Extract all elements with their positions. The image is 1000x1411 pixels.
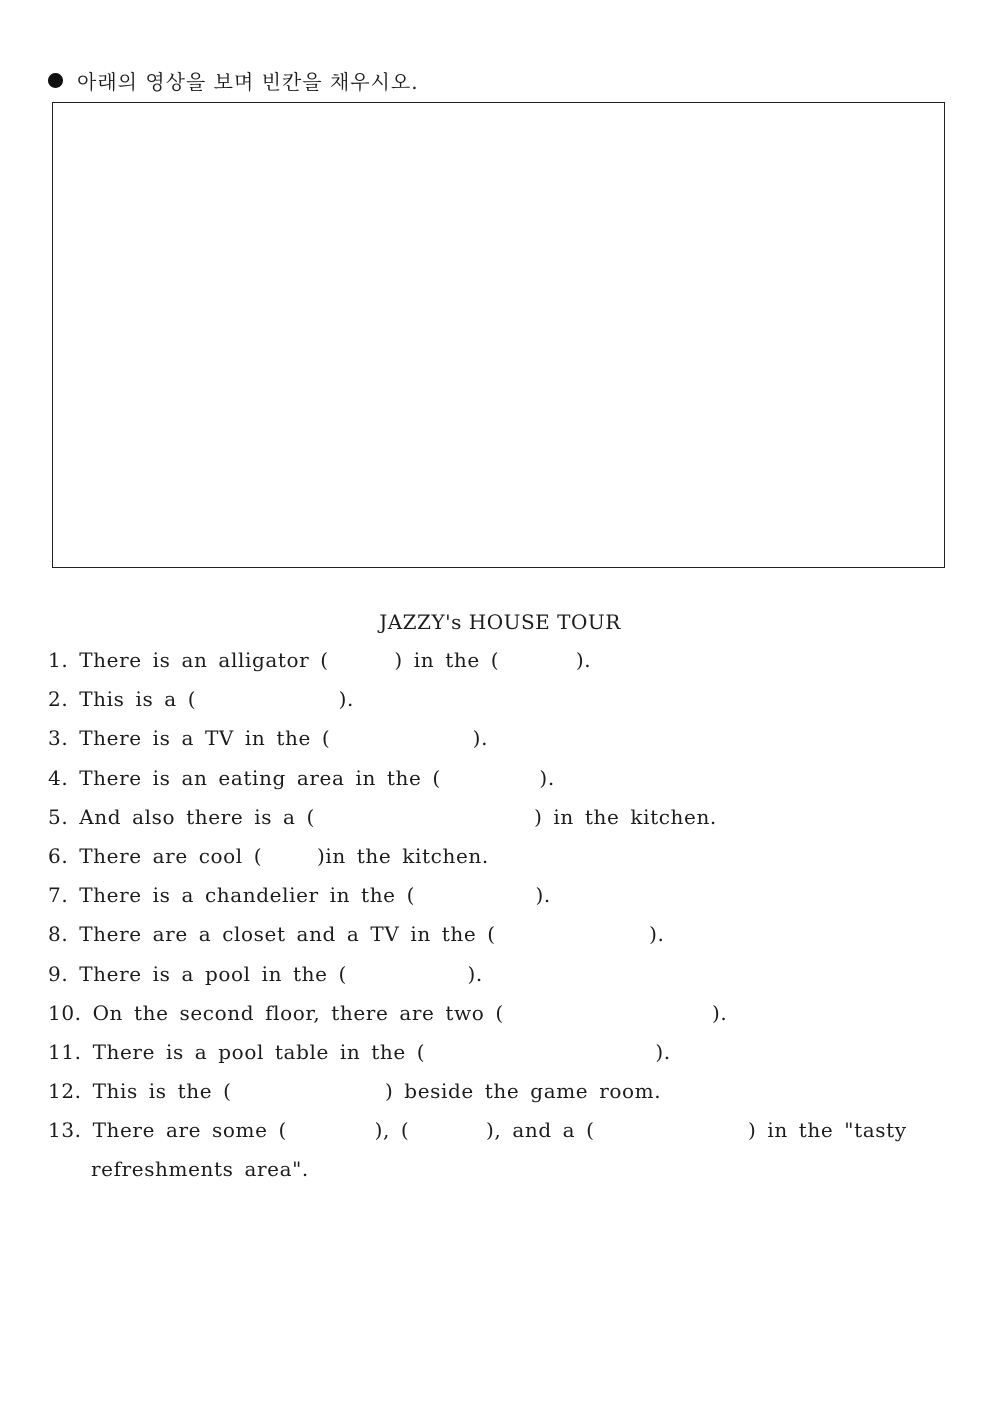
question-12: 12. This is the ( ) beside the game room. [48,1079,662,1104]
question-list [48,646,948,1195]
worksheet-title: JAZZY's HOUSE TOUR [379,610,621,634]
question-3: 3. There is a TV in the ( ). [48,726,489,751]
question-13: 13. There are some ( ), ( ), and a ( ) in the "tasty [48,1118,907,1143]
question-9: 9. There is a pool in the ( ). [48,961,483,986]
question-8: 8. There are a closet and a TV in the ( ). [48,922,665,947]
video-frame[interactable] [52,102,945,568]
question-13-continued: refreshments area". [91,1157,309,1182]
question-10: 10. On the second floor, there are two ( ). [48,1000,728,1025]
question-5: 5. And also there is a ( ) in the kitchen. [48,804,717,829]
question-6: 6. There are cool ( )in the kitchen. [48,843,489,868]
question-1: 1. There is an alligator ( ) in the ( ). [48,648,592,672]
question-7: 7. There is a chandelier in the ( ). [48,883,551,908]
question-11: 11. There is a pool table in the ( ). [48,1039,671,1064]
question-4: 4. There is an eating area in the ( ). [48,765,555,790]
bullet-icon [48,73,63,88]
instruction-line [48,66,419,95]
instruction-text: 아래의 영상을 보며 빈칸을 채우시오. [77,70,419,94]
question-2: 2. This is a ( ). [48,687,354,712]
